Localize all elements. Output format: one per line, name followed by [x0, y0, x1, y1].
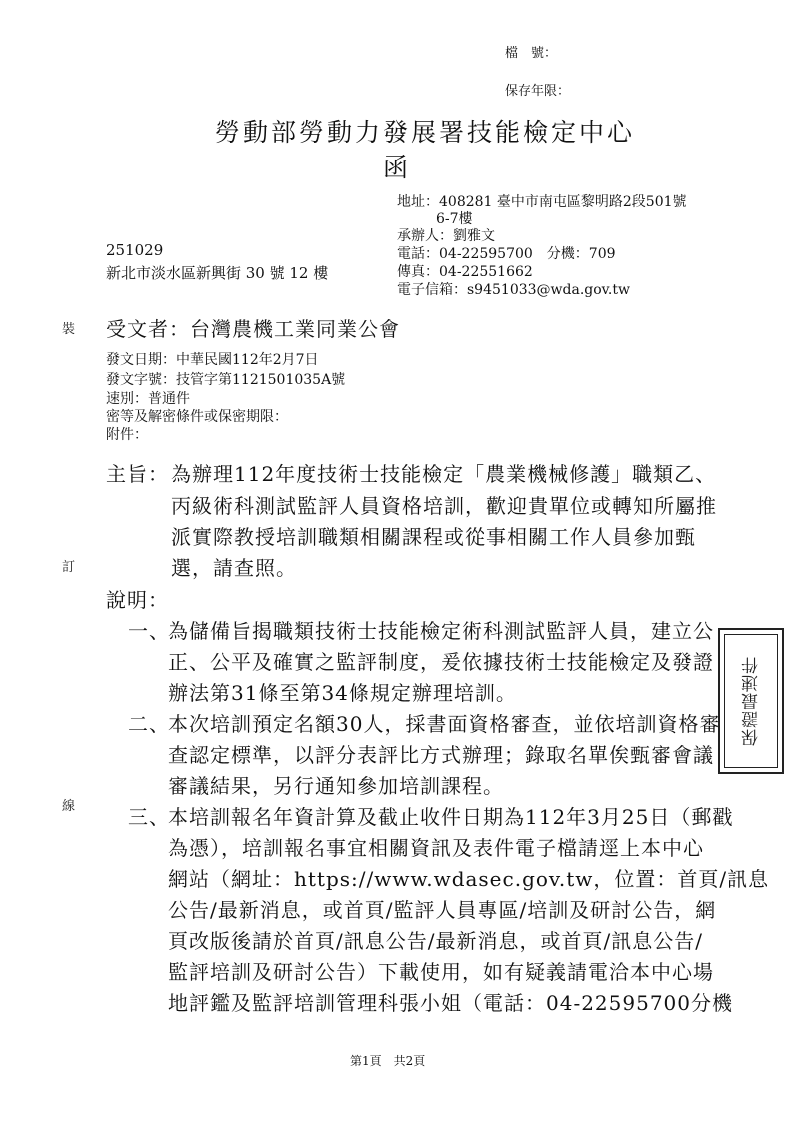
item-line: 正、公平及確實之監評制度，爰依據技術士技能檢定及發證 — [168, 650, 714, 674]
binding-mark-xian: 線 — [62, 799, 76, 814]
item-line: 監評培訓及研討公告）下載使用，如有疑義請電洽本中心場 — [168, 960, 714, 984]
handler: 承辦人：劉雅文 — [397, 228, 495, 244]
file-number-label: 檔 號： — [505, 46, 558, 61]
phone: 電話：04-22595700 分機：709 — [397, 246, 616, 262]
item-line: 網站（網址：https://www.wdasec.gov.tw，位置：首頁/訊息 — [168, 867, 770, 891]
subject-line: 派實際教授培訓職類相關課程或從事相關工作人員參加甄 — [171, 525, 696, 549]
delivery-speed: 速別：普通件 — [106, 391, 190, 407]
page-footer: 第1頁 共2頁 — [350, 1054, 426, 1068]
recipient: 受文者：台灣農機工業同業公會 — [106, 317, 400, 341]
subject-label: 主旨： — [106, 462, 169, 486]
fax: 傳真：04-22551662 — [397, 264, 533, 280]
subject-line: 丙級術科測試監評人員資格培訓，歡迎貴單位或轉知所屬推 — [171, 494, 717, 518]
document-type: 函 — [383, 153, 412, 182]
item-line: 為儲備旨揭職類技術士技能檢定術科測試監評人員，建立公 — [168, 619, 714, 643]
item-number: 二、 — [128, 712, 170, 736]
retention-period-label: 保存年限： — [505, 84, 571, 99]
item-line: 地評鑑及監評培訓管理科張小姐（電話：04-22595700分機 — [168, 991, 734, 1015]
attachments: 附件： — [106, 427, 148, 443]
address-line-2: 6-7樓 — [436, 211, 473, 227]
issue-date: 發文日期：中華民國112年2月7日 — [106, 352, 319, 368]
binding-mark-zhuang: 裝 — [62, 322, 76, 337]
seal-stamp-text: 保證最速件 — [741, 656, 762, 746]
subject-line: 為辦理112年度技術士技能檢定「農業機械修護」職類乙、 — [171, 462, 717, 486]
recipient-street: 新北市淡水區新興街 30 號 12 樓 — [106, 264, 329, 282]
item-line: 本次培訓預定名額30人，採書面資格審查，並依培訓資格審 — [168, 712, 721, 736]
item-line: 頁改版後請於首頁/訊息公告/最新消息，或首頁/訊息公告/ — [168, 929, 703, 953]
address-line-1: 地址：408281 臺中市南屯區黎明路2段501號 — [397, 194, 687, 210]
subject-line: 選，請查照。 — [171, 556, 297, 580]
binding-mark-ding: 訂 — [62, 560, 76, 575]
secrecy-level: 密等及解密條件或保密期限： — [106, 409, 288, 425]
item-number: 三、 — [128, 805, 170, 829]
postal-code: 251029 — [106, 241, 164, 259]
explanation-label: 說明： — [106, 588, 169, 612]
document-number: 發文字號：技管字第1121501035A號 — [106, 372, 346, 388]
item-line: 查認定標準，以評分表評比方式辦理；錄取名單俟甄審會議 — [168, 743, 714, 767]
agency-title: 勞動部勞動力發展署技能檢定中心 — [215, 118, 636, 147]
seal-stamp — [718, 628, 784, 774]
item-line: 審議結果，另行通知參加培訓課程。 — [168, 774, 504, 798]
email: 電子信箱：s9451033@wda.gov.tw — [397, 282, 630, 298]
item-line: 本培訓報名年資計算及截止收件日期為112年3月25日（郵戳 — [168, 805, 734, 829]
item-line: 為憑），培訓報名事宜相關資訊及表件電子檔請逕上本中心 — [168, 836, 704, 860]
item-line: 辦法第31條至第34條規定辦理培訓。 — [168, 681, 517, 705]
item-line: 公告/最新消息，或首頁/監評人員專區/培訓及研討公告，網 — [168, 898, 717, 922]
item-number: 一、 — [128, 619, 170, 643]
